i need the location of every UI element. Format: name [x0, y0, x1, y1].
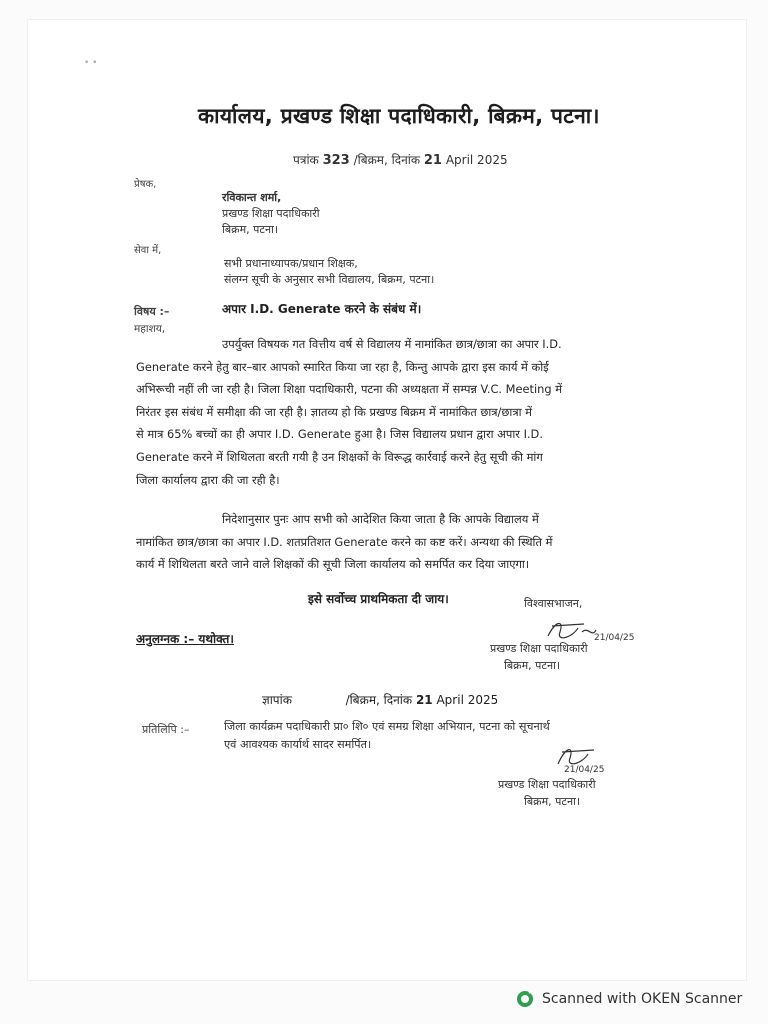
para2-line: कार्य में शिथिलता बरते जाने वाले शिक्षकों की सूची जिला कार्यालय को समर्पित कर दिया जाएगा।: [136, 557, 530, 572]
copy-line-2: एवं आवश्यक कार्यार्थ सादर समर्पित।: [224, 738, 372, 751]
para1-line: अभिरूची नहीं ली जा रही है। जिला शिक्षा पदाधिकारी, पटना की अध्यक्षता में सम्पन्न V.C. Meeting में: [136, 382, 563, 397]
scanner-watermark: [516, 990, 742, 1008]
para1-line: जिला कार्यालय द्वारा की जा रही है।: [136, 472, 280, 487]
oken-scanner-icon: [516, 990, 534, 1008]
signatory2-location: बिक्रम, पटना।: [524, 795, 581, 808]
ref-number: 323: [322, 153, 350, 168]
signature-date-2: 21/04/25: [564, 765, 605, 775]
sender-designation: प्रखण्ड शिक्षा पदाधिकारी: [222, 207, 320, 220]
signatory-block-2: [498, 776, 596, 810]
paragraph-1: [136, 333, 680, 491]
para1-line: Generate करने हेतु बार–बार आपको स्मारित किया जा रहा है, किन्तु आपके द्वारा इस कार्य में कोई: [136, 359, 549, 374]
sender-label: प्रेषक,: [134, 179, 157, 190]
signature-mark-2: [546, 736, 646, 776]
signature-stroke-icon: [548, 623, 596, 637]
para2-line: नामांकित छात्र/छात्रा का अपार I.D. शतप्रतिशत Generate करने का कष्ट करें। अन्यथा की स्थिति में: [136, 534, 553, 549]
signatory2-designation: प्रखण्ड शिक्षा पदाधिकारी: [498, 778, 596, 791]
paragraph-2: [136, 508, 680, 576]
recipient-line-2: संलग्न सूची के अनुसार सभी विद्यालय, बिक्रम, पटना।: [224, 273, 435, 286]
copy-line-1: जिला कार्यक्रम पदाधिकारी प्रा० शि० एवं समग्र शिक्षा अभियान, पटना को सूचनार्थ: [224, 720, 550, 733]
recipient-line-1: सभी प्रधानाध्यापक/प्रधान शिक्षक,: [224, 257, 358, 270]
signature-date-1: 21/04/25: [594, 633, 635, 643]
recipient-label: सेवा में,: [134, 245, 162, 256]
scanner-label: Scanned with OKEN Scanner: [542, 991, 743, 1007]
closing: विश्वासभाजन,: [524, 597, 583, 610]
memo-prefix: ज्ञापांक: [262, 693, 292, 707]
ref-prefix: पत्रांक: [293, 153, 319, 167]
sender-location: बिक्रम, पटना।: [222, 223, 279, 236]
memo-month-year: April 2025: [436, 693, 499, 707]
subject-label: विषय :–: [134, 305, 170, 318]
subject-text: अपार I.D. Generate करने के संबंध में।: [222, 302, 422, 316]
scanned-letter-page: [28, 20, 746, 980]
memo-middle: /बिक्रम, दिनांक: [345, 693, 413, 707]
ref-day: 21: [423, 153, 442, 168]
sender-block: [222, 190, 320, 238]
enclosure: अनुलग्नक :– यथोक्त।: [136, 632, 234, 646]
scan-speckle: • •: [84, 58, 98, 68]
memo-line: [262, 691, 498, 708]
para1-line: Generate करने में शिथिलता बरती गयी है उन शिक्षकों के विरूद्ध कार्रवाई करने हेतु सूची की मांग: [136, 449, 543, 464]
signatory-block-1: [490, 640, 588, 674]
para2-line: निदेशानुसार पुनः आप सभी को आदेशित किया जाता है कि आपके विद्यालय में: [222, 512, 539, 526]
reference-line: [293, 151, 508, 168]
ref-middle: /बिक्रम, दिनांक: [353, 153, 421, 167]
office-title: कार्यालय, प्रखण्ड शिक्षा पदाधिकारी, बिक्रम, पटना।: [198, 104, 600, 128]
sender-name: रविकान्त शर्मा,: [222, 191, 282, 204]
signature-stroke-icon: [558, 750, 594, 764]
memo-day: 21: [415, 693, 433, 707]
copy-label: प्रतिलिपि :–: [142, 723, 190, 736]
salutation: महाशय,: [134, 323, 166, 335]
priority-note: इसे सर्वोच्च प्राथमिकता दी जाय।: [308, 592, 449, 606]
signatory-designation: प्रखण्ड शिक्षा पदाधिकारी: [490, 642, 588, 655]
recipient-block: [224, 256, 434, 288]
copy-block: [224, 718, 550, 754]
para1-line: निरंतर इस संबंध में समीक्षा की जा रही है। ज्ञातव्य हो कि प्रखण्ड बिक्रम में नामांकित छात्र/छात्रा में: [136, 404, 532, 419]
para1-line: से मात्र 65% बच्चों का ही अपार I.D. Generate हुआ है। जिस विद्यालय प्रधान द्वारा अपार I.D.: [136, 427, 543, 442]
para1-line: उपर्युक्त विषयक गत वित्तीय वर्ष से विद्यालय में नामांकित छात्र/छात्रा का अपार I.D.: [222, 337, 562, 351]
ref-month-year: April 2025: [445, 153, 508, 167]
signatory-location: बिक्रम, पटना।: [504, 659, 561, 672]
